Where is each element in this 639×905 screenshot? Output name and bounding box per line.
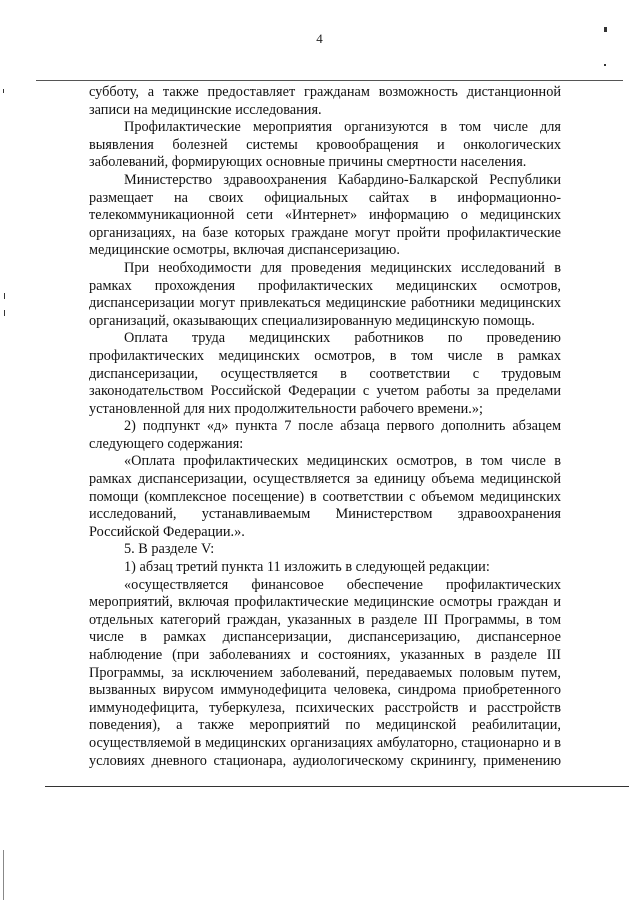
scan-speck [4, 293, 5, 299]
scan-speck [3, 850, 4, 900]
paragraph-3: Министерство здравоохранения Кабардино-Балкарской Республики размещает на своих официальных сайтах в информационно-телекоммуникационной сети «Интернет» информацию о медицинских организациях, на базе которых граждане могут пройти профилактические медицинские осмотры, включая диспансеризацию. [89, 171, 561, 259]
scan-speck [4, 310, 5, 316]
paragraph-4: При необходимости для проведения медицинских исследований в рамках прохождения профилактических медицинских осмотров, диспансеризации могут привлекаться медицинские работники медицинских организаций, оказывающих специализированную медицинскую помощь. [89, 259, 561, 329]
document-body [89, 84, 561, 770]
paragraph-5: Оплата труда медицинских работников по проведению профилактических медицинских осмотров, в том числе в рамках диспансеризации, осуществляется в соответствии с трудовым законодательством Российской Федерации с учетом работы за пределами установленной для них продолжительности рабочего времени.»; [89, 330, 561, 417]
paragraph-10: «осуществляется финансовое обеспечение профилактических мероприятий, включая профилактические медицинские осмотры граждан и отдельных категорий граждан, указанных в разделе III Программы, в том числе в рамках диспансеризации, диспансеризацию, диспансерное наблюдение (при заболеваниях и состояниях, указанных в разделе III Программы, за исключением заболеваний, передаваемых половым путем, вызванных вирусом иммунодефицита человека, синдрома приобретенного иммунодефицита, туберкулеза, психических расстройств и расстройств поведения), а также мероприятий по медицинской реабилитации, осуществляемой в медицинских организациях амбулаторно, стационарно и в условиях дневного стационара, аудиологическому скринингу, применению [89, 576, 561, 769]
scan-speck [3, 89, 4, 93]
header-rule [36, 80, 623, 81]
paragraph-2: Профилактические мероприятия организуются в том числе для выявления болезней системы кровообращения и онкологических заболеваний, формирующих основные причины смертности населения. [89, 119, 561, 171]
page-number: 4 [316, 31, 323, 46]
paragraph-9: 1) абзац третий пункта 11 изложить в следующей редакции: [124, 559, 490, 576]
footer-rule [45, 786, 629, 787]
paragraph-8: 5. В разделе V: [124, 541, 215, 558]
scan-speck [604, 27, 607, 32]
paragraph-7: «Оплата профилактических медицинских осмотров, в том числе в рамках диспансеризации, осуществляется за единицу объема медицинской помощи (комплексное посещение) в соответствии с объемом медицинских исследований, устанавливаемым Министерством здравоохранения Российской Федерации.». [89, 453, 561, 540]
paragraph-6: 2) подпункт «д» пункта 7 после абзаца первого дополнить абзацем следующего содержания: [89, 418, 561, 452]
paragraph-1: субботу, а также предоставляет гражданам возможность дистанционной записи на медицинские исследования. [89, 84, 561, 118]
scan-speck [604, 64, 606, 66]
